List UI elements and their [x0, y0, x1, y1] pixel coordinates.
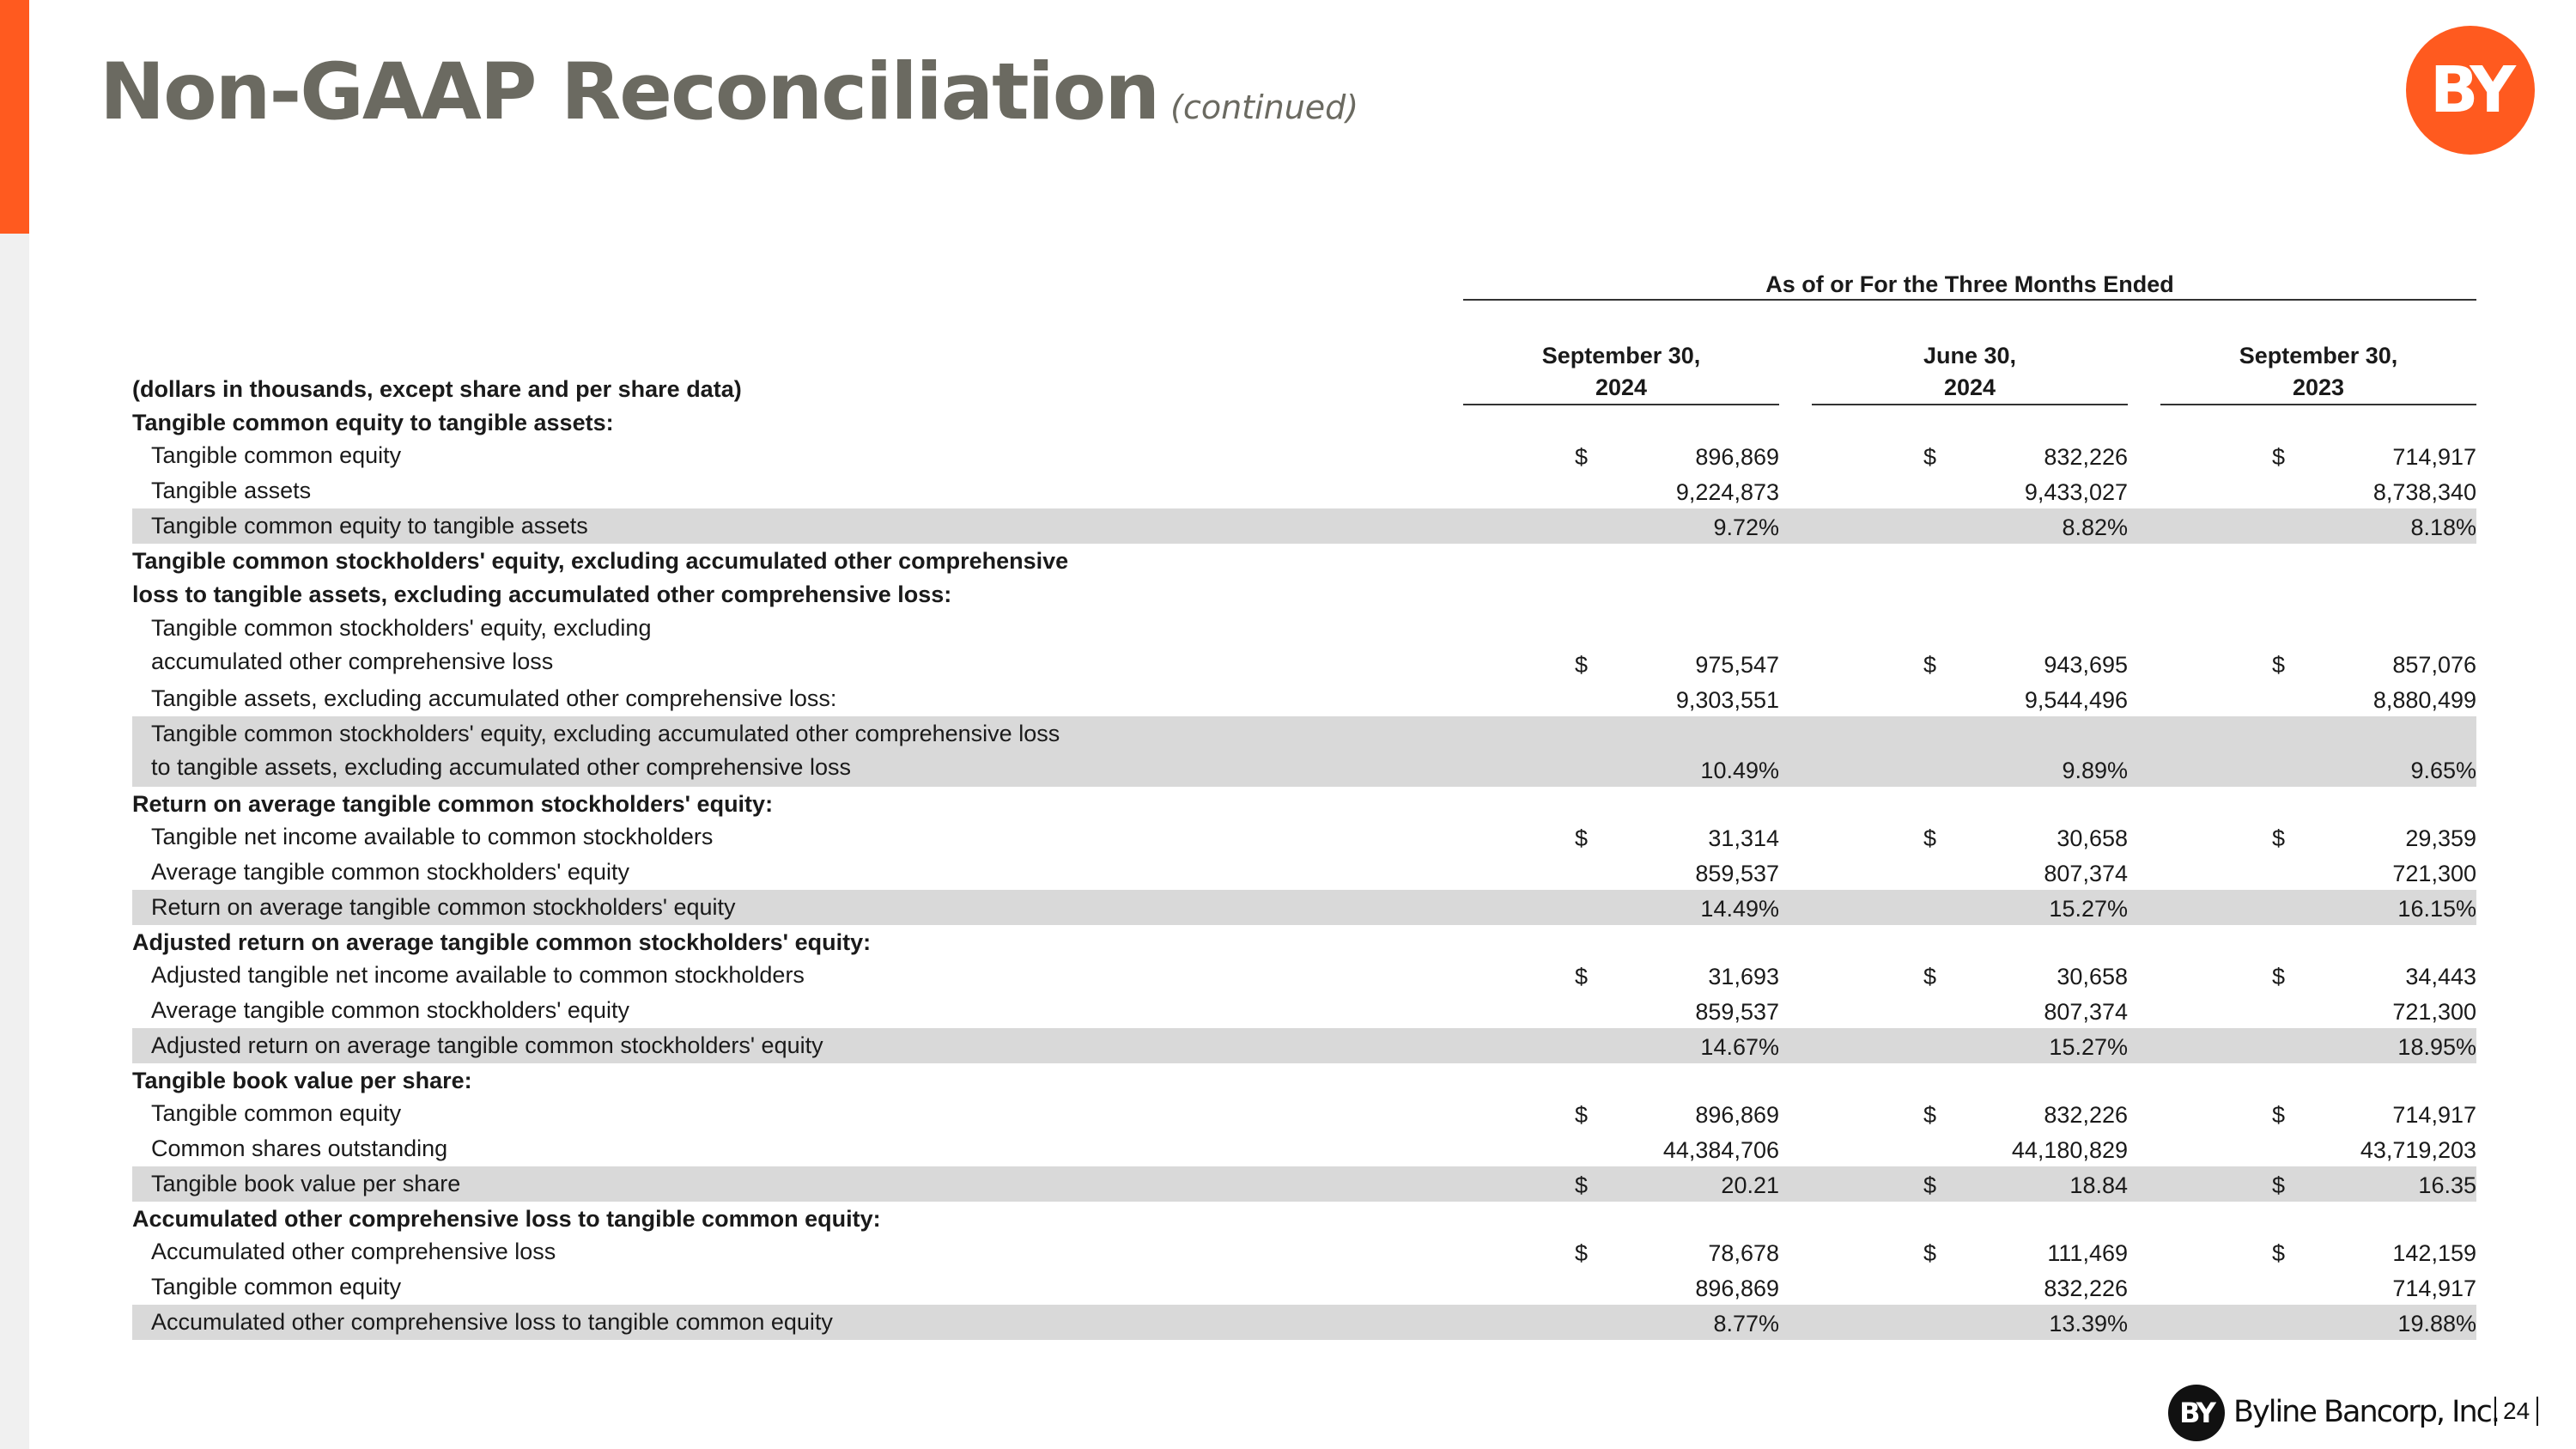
row-label	[132, 544, 1068, 612]
column-header-line1: June 30,	[1923, 343, 2017, 368]
value-cell	[1463, 685, 1779, 715]
cell-value: 142,159	[2392, 1240, 2476, 1266]
currency-symbol: $	[1575, 444, 1589, 470]
row-label: Tangible common equity	[151, 1100, 402, 1126]
value-cell	[2160, 962, 2476, 991]
cell-value: 9.65%	[2410, 758, 2476, 783]
row-label: Common shares outstanding	[151, 1135, 448, 1161]
row-label	[151, 716, 1060, 784]
cell-value: 44,180,829	[2011, 1137, 2128, 1163]
value-cell	[2160, 1032, 2476, 1062]
row-label-line: Tangible common stockholders' equity, excluding accumulated other comprehensive loss	[151, 721, 1060, 746]
row-label: Average tangible common stockholders' equity	[151, 859, 629, 885]
value-cell	[2160, 859, 2476, 888]
row-label: Tangible book value per share:	[132, 1068, 472, 1093]
table-row	[132, 819, 2476, 855]
row-label: Adjusted tangible net income available to common stockholders	[151, 962, 805, 988]
row-label: Accumulated other comprehensive loss to tangible common equity:	[132, 1206, 881, 1232]
currency-symbol: $	[1575, 825, 1589, 851]
cell-value: 9,303,551	[1675, 687, 1779, 713]
table-row	[132, 855, 2476, 890]
footer-logo-icon	[2168, 1385, 2225, 1441]
title-suffix: (continued)	[1170, 88, 1359, 126]
cell-value: 14.49%	[1700, 896, 1779, 922]
value-cell	[2160, 650, 2476, 679]
page-number: 24	[2494, 1397, 2538, 1426]
cell-value: 859,537	[1695, 861, 1779, 886]
row-label-line: loss to tangible assets, excluding accumulated other comprehensive loss:	[132, 581, 952, 607]
reconciliation-table	[132, 0, 2476, 1449]
row-label	[151, 611, 651, 679]
cell-value: 15.27%	[2049, 1034, 2128, 1060]
value-cell	[2160, 894, 2476, 923]
cell-value: 714,917	[2392, 1275, 2476, 1301]
row-label: Return on average tangible common stockholders' equity	[151, 894, 736, 920]
table-body	[132, 405, 2476, 1340]
value-cell	[1812, 962, 2128, 991]
value-cell	[2160, 1309, 2476, 1338]
table-row	[132, 611, 2476, 681]
value-cell	[1812, 513, 2128, 542]
table-row	[132, 681, 2476, 716]
value-cell	[1812, 824, 2128, 853]
table-row	[132, 1234, 2476, 1269]
value-cell	[1463, 962, 1779, 991]
units-label: (dollars in thousands, except share and per share data)	[132, 376, 742, 402]
table-row	[132, 958, 2476, 993]
accent-bar	[0, 0, 29, 234]
cell-value: 31,314	[1708, 825, 1779, 851]
currency-symbol: $	[1575, 964, 1589, 989]
cell-value: 714,917	[2392, 1102, 2476, 1128]
cell-value: 807,374	[2044, 861, 2128, 886]
cell-value: 10.49%	[1700, 758, 1779, 783]
value-cell	[1812, 1032, 2128, 1062]
row-label: Tangible net income available to common stockholders	[151, 824, 714, 849]
row-label: Accumulated other comprehensive loss to tangible common equity	[151, 1309, 833, 1335]
table-row	[132, 473, 2476, 508]
value-cell	[1812, 1100, 2128, 1129]
row-label: Tangible common equity to tangible assets	[151, 513, 588, 539]
currency-symbol: $	[1575, 1240, 1589, 1266]
currency-symbol: $	[1923, 964, 1937, 989]
value-cell	[1463, 513, 1779, 542]
currency-symbol: $	[2272, 1102, 2286, 1128]
value-cell	[1812, 1274, 2128, 1303]
value-cell	[1812, 756, 2128, 785]
value-cell	[1812, 478, 2128, 507]
cell-value: 14.67%	[1700, 1034, 1779, 1060]
row-label-line: Tangible common stockholders' equity, excluding accumulated other comprehensive	[132, 548, 1069, 574]
row-label: Adjusted return on average tangible common stockholders' equity:	[132, 929, 872, 955]
section-header-row	[132, 787, 2476, 819]
cell-value: 714,917	[2392, 444, 2476, 470]
row-label: Tangible book value per share	[151, 1171, 461, 1196]
section-header-row	[132, 544, 2476, 611]
cell-value: 975,547	[1695, 652, 1779, 678]
value-cell	[1812, 894, 2128, 923]
cell-value: 18.84	[2069, 1172, 2128, 1198]
currency-symbol: $	[1923, 1172, 1937, 1198]
table-row	[132, 993, 2476, 1028]
cell-value: 34,443	[2405, 964, 2476, 989]
footer-logo-text: BY	[2179, 1397, 2214, 1429]
currency-symbol: $	[2272, 444, 2286, 470]
value-cell	[1812, 1171, 2128, 1200]
column-header-line2: 2024	[1595, 374, 1648, 400]
cell-value: 832,226	[2044, 444, 2128, 470]
value-cell	[2160, 824, 2476, 853]
cell-value: 15.27%	[2049, 896, 2128, 922]
cell-value: 30,658	[2057, 825, 2128, 851]
cell-value: 8,880,499	[2372, 687, 2476, 713]
cell-value: 721,300	[2392, 999, 2476, 1025]
cell-value: 8.77%	[1713, 1311, 1779, 1336]
cell-value: 721,300	[2392, 861, 2476, 886]
value-cell	[1812, 1239, 2128, 1268]
table-row	[132, 1269, 2476, 1305]
row-label: Tangible common equity	[151, 1274, 402, 1300]
column-header	[2160, 340, 2476, 405]
cell-value: 16.35	[2418, 1172, 2476, 1198]
value-cell	[2160, 1171, 2476, 1200]
value-cell	[2160, 1135, 2476, 1165]
cell-value: 896,869	[1695, 1275, 1779, 1301]
value-cell	[1463, 756, 1779, 785]
value-cell	[1463, 1274, 1779, 1303]
currency-symbol: $	[2272, 1172, 2286, 1198]
value-cell	[1463, 1171, 1779, 1200]
section-header-row	[132, 405, 2476, 438]
cell-value: 9.89%	[2062, 758, 2128, 783]
cell-value: 43,719,203	[2360, 1137, 2476, 1163]
cell-value: 9,544,496	[2024, 687, 2128, 713]
cell-value: 16.15%	[2397, 896, 2476, 922]
table-row	[132, 1305, 2476, 1340]
cell-value: 896,869	[1695, 1102, 1779, 1128]
table-row	[132, 1096, 2476, 1131]
currency-symbol: $	[2272, 825, 2286, 851]
row-label-line: to tangible assets, excluding accumulated other comprehensive loss	[151, 754, 851, 780]
currency-symbol: $	[2272, 652, 2286, 678]
footer-company-name: Byline Bancorp, Inc.	[2233, 1395, 2500, 1429]
cell-value: 896,869	[1695, 444, 1779, 470]
value-cell	[1463, 1100, 1779, 1129]
table-row	[132, 508, 2476, 544]
value-cell	[1463, 442, 1779, 472]
value-cell	[2160, 756, 2476, 785]
value-cell	[2160, 997, 2476, 1026]
currency-symbol: $	[1575, 1172, 1589, 1198]
row-label: Tangible assets	[151, 478, 312, 503]
table-row	[132, 438, 2476, 473]
row-label-line: Tangible common stockholders' equity, excluding	[151, 615, 652, 641]
value-cell	[1463, 650, 1779, 679]
value-cell	[2160, 513, 2476, 542]
column-header-line1: September 30,	[2239, 343, 2398, 368]
value-cell	[2160, 1100, 2476, 1129]
section-header-row	[132, 1202, 2476, 1234]
cell-value: 832,226	[2044, 1275, 2128, 1301]
cell-value: 78,678	[1708, 1240, 1779, 1266]
row-label: Average tangible common stockholders' equity	[151, 997, 629, 1023]
currency-symbol: $	[1923, 1240, 1937, 1266]
cell-value: 8.18%	[2410, 514, 2476, 540]
section-header-row	[132, 925, 2476, 958]
cell-value: 859,537	[1695, 999, 1779, 1025]
cell-value: 8,738,340	[2372, 479, 2476, 505]
logo-text: BY	[2430, 53, 2511, 127]
cell-value: 832,226	[2044, 1102, 2128, 1128]
value-cell	[1812, 1135, 2128, 1165]
currency-symbol: $	[1923, 652, 1937, 678]
table-row	[132, 1131, 2476, 1166]
currency-symbol: $	[2272, 964, 2286, 989]
value-cell	[1812, 442, 2128, 472]
cell-value: 31,693	[1708, 964, 1779, 989]
value-cell	[2160, 1239, 2476, 1268]
section-header-row	[132, 1063, 2476, 1096]
value-cell	[1463, 824, 1779, 853]
row-label: Adjusted return on average tangible common stockholders' equity	[151, 1032, 823, 1058]
cell-value: 13.39%	[2049, 1311, 2128, 1336]
value-cell	[1463, 859, 1779, 888]
column-header-line2: 2024	[1943, 374, 1996, 400]
title-text: Non-GAAP Reconciliation	[100, 47, 1159, 137]
cell-value: 9,224,873	[1675, 479, 1779, 505]
group-header: As of or For the Three Months Ended	[1463, 270, 2476, 301]
value-cell	[1812, 997, 2128, 1026]
cell-value: 19.88%	[2397, 1311, 2476, 1336]
table-row	[132, 716, 2476, 787]
value-cell	[2160, 442, 2476, 472]
value-cell	[1463, 1032, 1779, 1062]
cell-value: 29,359	[2405, 825, 2476, 851]
currency-symbol: $	[1923, 1102, 1937, 1128]
currency-symbol: $	[2272, 1240, 2286, 1266]
currency-symbol: $	[1923, 825, 1937, 851]
column-header-line2: 2023	[2292, 374, 2345, 400]
value-cell	[1812, 685, 2128, 715]
cell-value: 857,076	[2392, 652, 2476, 678]
column-header	[1463, 340, 1779, 405]
row-label: Tangible common equity	[151, 442, 402, 468]
currency-symbol: $	[1923, 444, 1937, 470]
cell-value: 9.72%	[1713, 514, 1779, 540]
value-cell	[1812, 650, 2128, 679]
row-label: Accumulated other comprehensive loss	[151, 1239, 556, 1264]
value-cell	[2160, 1274, 2476, 1303]
currency-symbol: $	[1575, 652, 1589, 678]
row-label: Return on average tangible common stockholders' equity:	[132, 791, 774, 817]
row-label: Tangible common equity to tangible assets:	[132, 410, 614, 435]
cell-value: 18.95%	[2397, 1034, 2476, 1060]
table-row	[132, 1028, 2476, 1063]
cell-value: 20.21	[1721, 1172, 1779, 1198]
cell-value: 807,374	[2044, 999, 2128, 1025]
column-header	[1812, 340, 2128, 405]
row-label: Tangible assets, excluding accumulated other comprehensive loss:	[151, 685, 837, 711]
value-cell	[2160, 685, 2476, 715]
cell-value: 111,469	[2047, 1240, 2128, 1266]
value-cell	[1463, 1135, 1779, 1165]
value-cell	[1463, 997, 1779, 1026]
value-cell	[1463, 894, 1779, 923]
cell-value: 943,695	[2044, 652, 2128, 678]
column-header-line1: September 30,	[1541, 343, 1701, 368]
currency-symbol: $	[1575, 1102, 1589, 1128]
cell-value: 8.82%	[2062, 514, 2128, 540]
table-row	[132, 1166, 2476, 1202]
row-label-line: accumulated other comprehensive loss	[151, 648, 554, 674]
cell-value: 30,658	[2057, 964, 2128, 989]
value-cell	[1812, 1309, 2128, 1338]
cell-value: 44,384,706	[1662, 1137, 1779, 1163]
value-cell	[1812, 859, 2128, 888]
value-cell	[1463, 478, 1779, 507]
value-cell	[1463, 1309, 1779, 1338]
value-cell	[1463, 1239, 1779, 1268]
cell-value: 9,433,027	[2024, 479, 2128, 505]
value-cell	[2160, 478, 2476, 507]
table-row	[132, 890, 2476, 925]
